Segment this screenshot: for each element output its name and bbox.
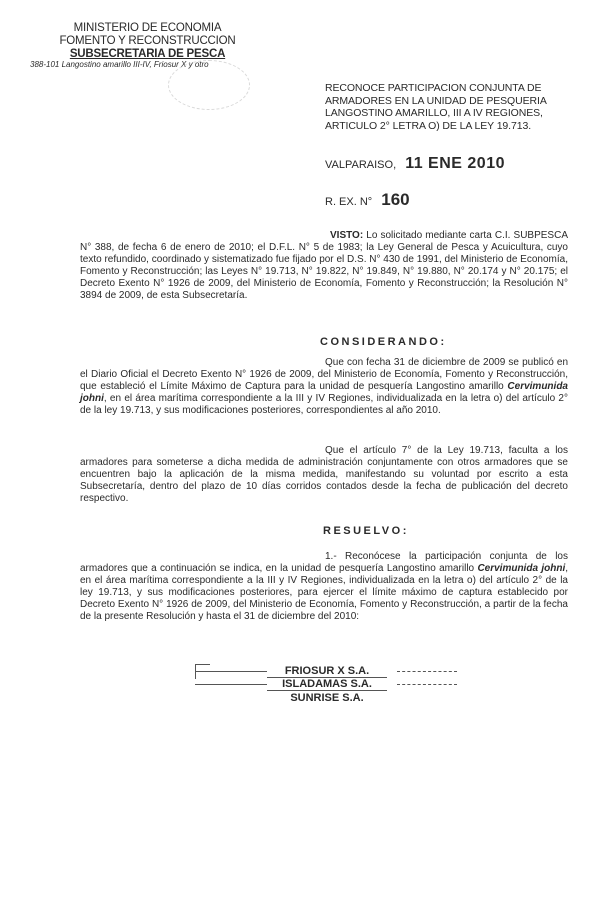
armador-name: SUNRISE S.A. <box>290 691 364 704</box>
list-item <box>195 665 460 678</box>
issue-date: 11 ENE 2010 <box>405 155 505 172</box>
considerando-paragraph-1 <box>80 357 568 417</box>
visto-paragraph <box>80 230 568 303</box>
ministry-line-1: MINISTERIO DE ECONOMIA <box>73 22 222 34</box>
subsecretaria-line: SUBSECRETARIA DE PESCA <box>69 48 226 60</box>
resuelvo-heading: RESUELVO: <box>323 525 409 537</box>
official-seal-stamp <box>168 60 250 110</box>
list-item <box>195 678 460 691</box>
considerando-p1-text-a: Que con fecha 31 de diciembre de 2009 se publicó en el Diario Oficial el Decreto Exento N° 1926 de 2009, del Ministerio de Economía, Fomento y Reconstrucción, que estableció el Límite Máximo de Captura para la unidad de pesquería Langostino amarillo <box>80 357 568 393</box>
ministry-header <box>40 22 255 61</box>
species-name: Cervimunida johni <box>80 381 568 405</box>
resuelvo-p1-text-b: , en el área marítima correspondiente a la III y IV Regiones, individualizada en la letra o) del artículo 2° de la ley 19.713, y sus modificaciones posteriores, para ejercer el límite máximo de captura establecido por Decreto Exento N° 1926 de 2009, del Ministerio de Economía, Fomento y Reconstrucción, a partir de la fecha de la presente Resolución y hasta el 31 de diciembre del 2010: <box>80 563 569 623</box>
resuelvo-paragraph-1 <box>80 551 568 624</box>
resolution-label: R. EX. N° <box>325 196 373 208</box>
ministry-line-2: FOMENTO Y RECONSTRUCCION <box>59 35 236 47</box>
species-name: Cervimunida johni <box>477 563 566 575</box>
armadores-list <box>195 665 460 704</box>
reference-code: 388-101 Langostino amarillo III-IV, Friosur X y otro <box>30 60 209 69</box>
considerando-heading: CONSIDERANDO: <box>320 336 447 348</box>
list-item <box>195 691 460 704</box>
document-title: RECONOCE PARTICIPACION CONJUNTA DE ARMADORES EN LA UNIDAD DE PESQUERIA LANGOSTINO AMARILLO, III A IV REGIONES, ARTICULO 2° LETRA O) DE LA LEY 19.713. <box>325 82 547 132</box>
resolution-number <box>325 190 410 210</box>
armador-name: ISLADAMAS S.A. <box>267 678 387 691</box>
city: VALPARAISO, <box>325 159 397 171</box>
armador-name: FRIOSUR X S.A. <box>267 665 387 678</box>
resolution-number-value: 160 <box>381 190 410 209</box>
considerando-p1-text-b: , en el área marítima correspondiente a la III y IV Regiones, individualizada en la letra o) del artículo 2° de la ley 19.713, y sus modificaciones posteriores, correspondientes al año 2010. <box>80 393 568 417</box>
visto-lead: VISTO: <box>330 230 364 241</box>
considerando-paragraph-2: Que el artículo 7° de la Ley 19.713, faculta a los armadores para someterse a dicha medida de administración conjuntamente con otros armadores que se encuentren bajo la aplicación de la misma medida, manifestando su voluntad por escrito a esta Subsecretaría, dentro del plazo de 10 días corridos contados desde la fecha de publicación del decreto respectivo. <box>80 445 568 505</box>
place-date <box>325 155 505 173</box>
resuelvo-p1-text-a: 1.- Reconócese la participación conjunta de los armadores que a continuación se indica, en la unidad de pesquería Langostino amarillo <box>80 551 568 575</box>
visto-text: Lo solicitado mediante carta C.I. SUBPESCA N° 388, de fecha 6 de enero de 2010; el D.F.L. N° 5 de 1983; la Ley General de Pesca y Acuicultura, cuyo texto refundido, coordinado y sistematizado fue fijado por el D.S. N° 430 de 1991, del Ministerio de Economía, Fomento y Reconstrucción; las Leyes N° 19.713, N° 19.822, N° 19.849, N° 19.880, N° 20.174 y N° 20.175; el Decreto Exento N° 1926 de 2009, del Ministerio de Economía, Fomento y Reconstrucción; la Resolución N° 3894 de 2009, de esta Subsecretaría. <box>80 230 568 302</box>
